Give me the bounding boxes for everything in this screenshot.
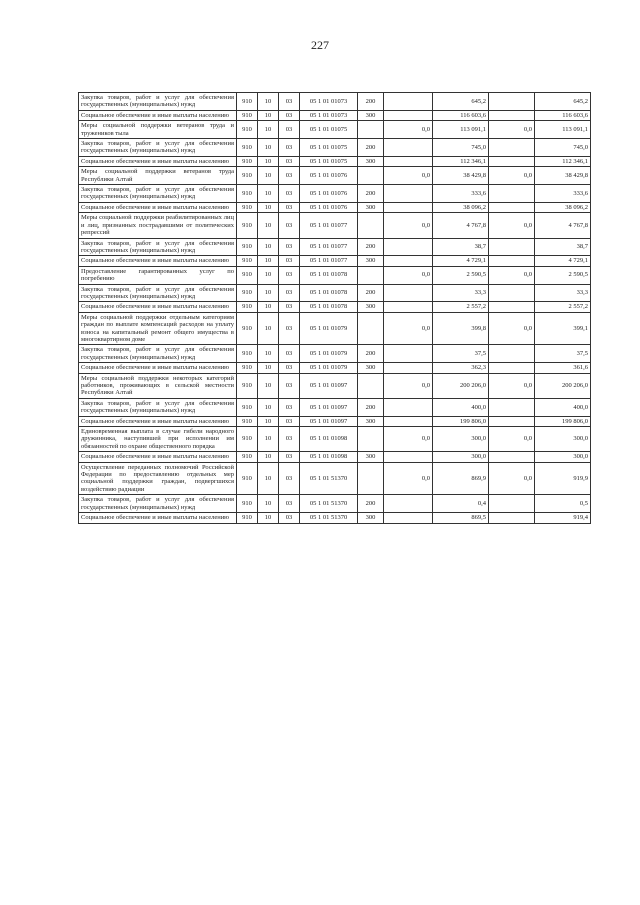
target-article-cell: 05 1 01 01079 [300, 345, 358, 363]
amount-cell: 400,0 [535, 398, 591, 416]
section-code-cell: 10 [258, 495, 279, 513]
ministry-code-cell: 910 [237, 302, 258, 312]
target-article-cell: 05 1 01 51370 [300, 462, 358, 495]
subsection-code-cell: 03 [279, 256, 300, 266]
amount-cell: 4 767,8 [433, 213, 489, 238]
section-code-cell: 10 [258, 416, 279, 426]
expense-type-cell: 300 [358, 513, 384, 523]
section-code-cell: 10 [258, 139, 279, 157]
section-code-cell: 10 [258, 256, 279, 266]
table-row [79, 156, 591, 166]
amount-cell: 0,0 [489, 213, 535, 238]
row-name-cell: Закупка товаров, работ и услуг для обеспечения государственных (муниципальных) нужд [79, 345, 237, 363]
amount-cell: 200 206,0 [535, 373, 591, 398]
amount-cell: 362,3 [433, 363, 489, 373]
ministry-code-cell: 910 [237, 513, 258, 523]
target-article-cell: 05 1 01 01075 [300, 139, 358, 157]
target-article-cell: 05 1 01 01076 [300, 185, 358, 203]
subsection-code-cell: 03 [279, 266, 300, 284]
amount-cell: 0,4 [433, 495, 489, 513]
expense-type-cell [358, 213, 384, 238]
expense-type-cell: 300 [358, 452, 384, 462]
amount-cell: 38,7 [535, 238, 591, 256]
subsection-code-cell: 03 [279, 139, 300, 157]
amount-cell: 300,0 [433, 427, 489, 452]
ministry-code-cell: 910 [237, 110, 258, 120]
subsection-code-cell: 03 [279, 156, 300, 166]
amount-cell: 0,0 [384, 167, 433, 185]
expense-type-cell: 200 [358, 93, 384, 111]
section-code-cell: 10 [258, 312, 279, 345]
row-name-cell: Закупка товаров, работ и услуг для обеспечения государственных (муниципальных) нужд [79, 93, 237, 111]
ministry-code-cell: 910 [237, 238, 258, 256]
amount-cell [489, 495, 535, 513]
subsection-code-cell: 03 [279, 363, 300, 373]
table-row [79, 266, 591, 284]
ministry-code-cell: 910 [237, 256, 258, 266]
expense-type-cell: 200 [358, 185, 384, 203]
ministry-code-cell: 910 [237, 156, 258, 166]
amount-cell [489, 156, 535, 166]
table-row [79, 121, 591, 139]
target-article-cell: 05 1 01 01073 [300, 110, 358, 120]
expense-type-cell: 300 [358, 363, 384, 373]
table-row [79, 93, 591, 111]
subsection-code-cell: 03 [279, 312, 300, 345]
table-row [79, 345, 591, 363]
section-code-cell: 10 [258, 238, 279, 256]
section-code-cell: 10 [258, 185, 279, 203]
amount-cell [384, 363, 433, 373]
expense-type-cell: 300 [358, 416, 384, 426]
section-code-cell: 10 [258, 110, 279, 120]
amount-cell: 645,2 [433, 93, 489, 111]
row-name-cell: Социальное обеспечение и иные выплаты населению [79, 302, 237, 312]
amount-cell [489, 302, 535, 312]
table-row [79, 416, 591, 426]
amount-cell: 0,0 [384, 121, 433, 139]
amount-cell [489, 93, 535, 111]
row-name-cell: Осуществление переданных полномочий Российской Федерации по предоставлению отдельных мер социальной поддержки граждан, подвергшихся воздействию радиации [79, 462, 237, 495]
section-code-cell: 10 [258, 373, 279, 398]
target-article-cell: 05 1 01 01097 [300, 416, 358, 426]
expense-type-cell: 300 [358, 302, 384, 312]
expense-type-cell: 200 [358, 345, 384, 363]
row-name-cell: Социальное обеспечение и иные выплаты населению [79, 452, 237, 462]
amount-cell [489, 345, 535, 363]
amount-cell [489, 513, 535, 523]
amount-cell: 2 590,5 [433, 266, 489, 284]
section-code-cell: 10 [258, 427, 279, 452]
expense-type-cell: 300 [358, 256, 384, 266]
row-name-cell: Меры социальной поддержки реабилитированных лиц и лиц, признанных пострадавшими от политических репрессий [79, 213, 237, 238]
table-row [79, 256, 591, 266]
amount-cell [384, 156, 433, 166]
expense-type-cell: 200 [358, 495, 384, 513]
subsection-code-cell: 03 [279, 121, 300, 139]
ministry-code-cell: 910 [237, 139, 258, 157]
amount-cell: 333,6 [535, 185, 591, 203]
amount-cell: 745,0 [535, 139, 591, 157]
amount-cell [489, 256, 535, 266]
ministry-code-cell: 910 [237, 185, 258, 203]
ministry-code-cell: 910 [237, 167, 258, 185]
table-row [79, 462, 591, 495]
ministry-code-cell: 910 [237, 266, 258, 284]
table-row [79, 167, 591, 185]
amount-cell [384, 284, 433, 302]
table-row [79, 398, 591, 416]
subsection-code-cell: 03 [279, 398, 300, 416]
expense-type-cell: 300 [358, 110, 384, 120]
amount-cell: 4 729,1 [535, 256, 591, 266]
amount-cell [384, 416, 433, 426]
ministry-code-cell: 910 [237, 398, 258, 416]
amount-cell: 869,5 [433, 513, 489, 523]
row-name-cell: Меры социальной поддержки отдельным категориям граждан по выплате компенсаций расходов на уплату взноса на капитальный ремонт общего имущества в многоквартирном доме [79, 312, 237, 345]
target-article-cell: 05 1 01 01097 [300, 373, 358, 398]
ministry-code-cell: 910 [237, 93, 258, 111]
row-name-cell: Закупка товаров, работ и услуг для обеспечения государственных (муниципальных) нужд [79, 284, 237, 302]
table-row [79, 202, 591, 212]
subsection-code-cell: 03 [279, 452, 300, 462]
amount-cell: 4 767,8 [535, 213, 591, 238]
table-row [79, 213, 591, 238]
subsection-code-cell: 03 [279, 110, 300, 120]
budget-table [78, 92, 591, 524]
row-name-cell: Меры социальной поддержки ветеранов труда Республики Алтай [79, 167, 237, 185]
amount-cell: 113 091,1 [433, 121, 489, 139]
target-article-cell: 05 1 01 01077 [300, 238, 358, 256]
amount-cell: 869,9 [433, 462, 489, 495]
section-code-cell: 10 [258, 302, 279, 312]
ministry-code-cell: 910 [237, 416, 258, 426]
amount-cell: 300,0 [535, 427, 591, 452]
section-code-cell: 10 [258, 266, 279, 284]
table-row [79, 363, 591, 373]
expense-type-cell: 300 [358, 202, 384, 212]
amount-cell: 0,0 [384, 373, 433, 398]
target-article-cell: 05 1 01 01098 [300, 452, 358, 462]
row-name-cell: Социальное обеспечение и иные выплаты населению [79, 156, 237, 166]
amount-cell: 33,3 [433, 284, 489, 302]
amount-cell: 33,3 [535, 284, 591, 302]
section-code-cell: 10 [258, 156, 279, 166]
amount-cell [489, 202, 535, 212]
subsection-code-cell: 03 [279, 185, 300, 203]
amount-cell [384, 452, 433, 462]
row-name-cell: Социальное обеспечение и иные выплаты населению [79, 513, 237, 523]
section-code-cell: 10 [258, 363, 279, 373]
amount-cell [384, 513, 433, 523]
amount-cell: 38 096,2 [535, 202, 591, 212]
amount-cell: 113 091,1 [535, 121, 591, 139]
amount-cell: 38 429,8 [433, 167, 489, 185]
amount-cell: 0,0 [489, 266, 535, 284]
subsection-code-cell: 03 [279, 213, 300, 238]
amount-cell [489, 110, 535, 120]
subsection-code-cell: 03 [279, 93, 300, 111]
table-row [79, 238, 591, 256]
expense-type-cell: 200 [358, 139, 384, 157]
row-name-cell: Закупка товаров, работ и услуг для обеспечения государственных (муниципальных) нужд [79, 139, 237, 157]
target-article-cell: 05 1 01 01078 [300, 284, 358, 302]
table-row [79, 110, 591, 120]
target-article-cell: 05 1 01 01079 [300, 312, 358, 345]
section-code-cell: 10 [258, 284, 279, 302]
ministry-code-cell: 910 [237, 495, 258, 513]
amount-cell [489, 398, 535, 416]
row-name-cell: Социальное обеспечение и иные выплаты населению [79, 110, 237, 120]
amount-cell [489, 416, 535, 426]
amount-cell: 0,0 [489, 167, 535, 185]
amount-cell: 399,1 [535, 312, 591, 345]
ministry-code-cell: 910 [237, 284, 258, 302]
amount-cell: 0,0 [489, 121, 535, 139]
amount-cell [384, 495, 433, 513]
section-code-cell: 10 [258, 93, 279, 111]
section-code-cell: 10 [258, 513, 279, 523]
ministry-code-cell: 910 [237, 373, 258, 398]
table-row [79, 427, 591, 452]
subsection-code-cell: 03 [279, 513, 300, 523]
amount-cell: 399,8 [433, 312, 489, 345]
target-article-cell: 05 1 01 01078 [300, 302, 358, 312]
subsection-code-cell: 03 [279, 167, 300, 185]
table-row [79, 185, 591, 203]
subsection-code-cell: 03 [279, 462, 300, 495]
amount-cell [489, 363, 535, 373]
section-code-cell: 10 [258, 452, 279, 462]
section-code-cell: 10 [258, 213, 279, 238]
subsection-code-cell: 03 [279, 373, 300, 398]
amount-cell [489, 238, 535, 256]
row-name-cell: Меры социальной поддержки ветеранов труда и тружеников тыла [79, 121, 237, 139]
table-row [79, 139, 591, 157]
row-name-cell: Закупка товаров, работ и услуг для обеспечения государственных (муниципальных) нужд [79, 185, 237, 203]
amount-cell: 37,5 [535, 345, 591, 363]
amount-cell [489, 185, 535, 203]
table-row [79, 373, 591, 398]
table-row [79, 513, 591, 523]
row-name-cell: Меры социальной поддержки некоторых категорий работников, проживающих в сельской местности Республики Алтай [79, 373, 237, 398]
expense-type-cell [358, 427, 384, 452]
table-row [79, 452, 591, 462]
row-name-cell: Социальное обеспечение и иные выплаты населению [79, 416, 237, 426]
expense-type-cell [358, 121, 384, 139]
target-article-cell: 05 1 01 01075 [300, 121, 358, 139]
amount-cell [384, 398, 433, 416]
table-row [79, 302, 591, 312]
amount-cell: 300,0 [535, 452, 591, 462]
target-article-cell: 05 1 01 51370 [300, 495, 358, 513]
expense-type-cell: 300 [358, 156, 384, 166]
amount-cell: 2 590,5 [535, 266, 591, 284]
amount-cell: 116 603,6 [433, 110, 489, 120]
amount-cell [489, 139, 535, 157]
expense-type-cell [358, 312, 384, 345]
section-code-cell: 10 [258, 398, 279, 416]
amount-cell [384, 238, 433, 256]
amount-cell [384, 110, 433, 120]
expense-type-cell: 200 [358, 398, 384, 416]
amount-cell [384, 202, 433, 212]
amount-cell: 0,0 [384, 312, 433, 345]
expense-type-cell [358, 167, 384, 185]
amount-cell: 112 346,1 [433, 156, 489, 166]
amount-cell: 745,0 [433, 139, 489, 157]
amount-cell [384, 185, 433, 203]
amount-cell [384, 256, 433, 266]
amount-cell: 199 806,0 [433, 416, 489, 426]
target-article-cell: 05 1 01 01097 [300, 398, 358, 416]
row-name-cell: Социальное обеспечение и иные выплаты населению [79, 363, 237, 373]
amount-cell: 919,4 [535, 513, 591, 523]
section-code-cell: 10 [258, 167, 279, 185]
target-article-cell: 05 1 01 01075 [300, 156, 358, 166]
section-code-cell: 10 [258, 345, 279, 363]
row-name-cell: Закупка товаров, работ и услуг для обеспечения государственных (муниципальных) нужд [79, 495, 237, 513]
ministry-code-cell: 910 [237, 345, 258, 363]
subsection-code-cell: 03 [279, 238, 300, 256]
section-code-cell: 10 [258, 121, 279, 139]
amount-cell: 112 346,1 [535, 156, 591, 166]
ministry-code-cell: 910 [237, 213, 258, 238]
expense-type-cell [358, 266, 384, 284]
row-name-cell: Предоставление гарантированных услуг по погребению [79, 266, 237, 284]
section-code-cell: 10 [258, 462, 279, 495]
expense-type-cell: 200 [358, 238, 384, 256]
table-row [79, 495, 591, 513]
amount-cell [384, 345, 433, 363]
target-article-cell: 05 1 01 01076 [300, 167, 358, 185]
row-name-cell: Закупка товаров, работ и услуг для обеспечения государственных (муниципальных) нужд [79, 238, 237, 256]
amount-cell [489, 284, 535, 302]
amount-cell [489, 452, 535, 462]
amount-cell [384, 302, 433, 312]
ministry-code-cell: 910 [237, 462, 258, 495]
subsection-code-cell: 03 [279, 202, 300, 212]
amount-cell: 0,0 [384, 266, 433, 284]
amount-cell: 0,0 [384, 213, 433, 238]
subsection-code-cell: 03 [279, 345, 300, 363]
amount-cell: 116 603,6 [535, 110, 591, 120]
target-article-cell: 05 1 01 01073 [300, 93, 358, 111]
table-row [79, 284, 591, 302]
row-name-cell: Закупка товаров, работ и услуг для обеспечения государственных (муниципальных) нужд [79, 398, 237, 416]
target-article-cell: 05 1 01 01079 [300, 363, 358, 373]
amount-cell: 4 729,1 [433, 256, 489, 266]
row-name-cell: Единовременная выплата в случае гибели народного дружинника, наступившей при исполнении им обязанностей по охране общественного порядка [79, 427, 237, 452]
target-article-cell: 05 1 01 51370 [300, 513, 358, 523]
subsection-code-cell: 03 [279, 302, 300, 312]
amount-cell: 0,5 [535, 495, 591, 513]
amount-cell: 0,0 [489, 462, 535, 495]
subsection-code-cell: 03 [279, 495, 300, 513]
target-article-cell: 05 1 01 01077 [300, 256, 358, 266]
amount-cell: 300,0 [433, 452, 489, 462]
expense-type-cell [358, 462, 384, 495]
expense-type-cell [358, 373, 384, 398]
table-body [79, 93, 591, 524]
amount-cell: 919,9 [535, 462, 591, 495]
amount-cell: 38 429,8 [535, 167, 591, 185]
target-article-cell: 05 1 01 01098 [300, 427, 358, 452]
amount-cell: 37,5 [433, 345, 489, 363]
expense-type-cell: 200 [358, 284, 384, 302]
section-code-cell: 10 [258, 202, 279, 212]
ministry-code-cell: 910 [237, 202, 258, 212]
page-number: 227 [311, 38, 329, 52]
row-name-cell: Социальное обеспечение и иные выплаты населению [79, 256, 237, 266]
ministry-code-cell: 910 [237, 312, 258, 345]
amount-cell: 0,0 [384, 462, 433, 495]
amount-cell: 361,6 [535, 363, 591, 373]
amount-cell: 400,0 [433, 398, 489, 416]
amount-cell: 333,6 [433, 185, 489, 203]
amount-cell [384, 93, 433, 111]
amount-cell: 0,0 [489, 427, 535, 452]
ministry-code-cell: 910 [237, 121, 258, 139]
amount-cell: 199 806,0 [535, 416, 591, 426]
subsection-code-cell: 03 [279, 416, 300, 426]
row-name-cell: Социальное обеспечение и иные выплаты населению [79, 202, 237, 212]
amount-cell: 0,0 [489, 373, 535, 398]
target-article-cell: 05 1 01 01078 [300, 266, 358, 284]
ministry-code-cell: 910 [237, 363, 258, 373]
amount-cell: 200 206,0 [433, 373, 489, 398]
subsection-code-cell: 03 [279, 284, 300, 302]
amount-cell: 38,7 [433, 238, 489, 256]
amount-cell: 0,0 [489, 312, 535, 345]
target-article-cell: 05 1 01 01077 [300, 213, 358, 238]
amount-cell: 38 096,2 [433, 202, 489, 212]
ministry-code-cell: 910 [237, 452, 258, 462]
amount-cell: 645,2 [535, 93, 591, 111]
ministry-code-cell: 910 [237, 427, 258, 452]
table-row [79, 312, 591, 345]
amount-cell: 2 557,2 [433, 302, 489, 312]
target-article-cell: 05 1 01 01076 [300, 202, 358, 212]
subsection-code-cell: 03 [279, 427, 300, 452]
amount-cell: 2 557,2 [535, 302, 591, 312]
amount-cell: 0,0 [384, 427, 433, 452]
amount-cell [384, 139, 433, 157]
